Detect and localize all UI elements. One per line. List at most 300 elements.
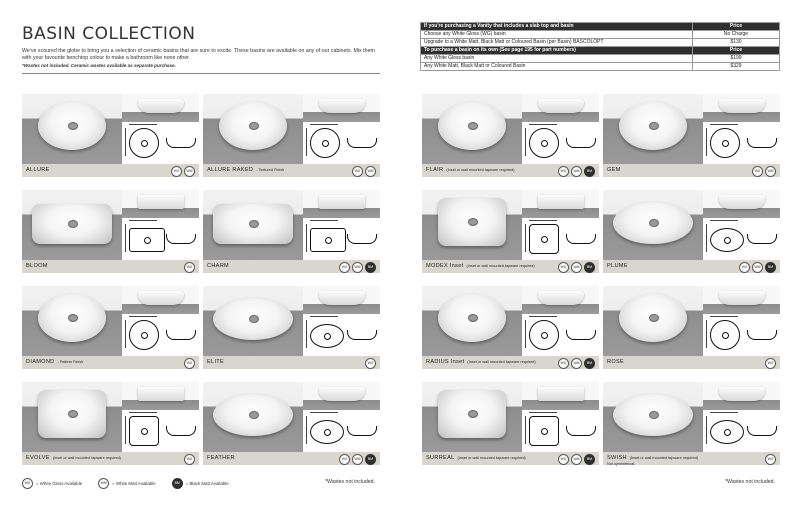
pricing-row (421, 31, 780, 39)
wm-finish-badge: WM (352, 454, 363, 465)
finish-badges (169, 166, 195, 184)
finish-badges (750, 166, 776, 184)
basin-name (607, 455, 698, 467)
basin-card (603, 190, 780, 273)
depth-dimension-line (706, 128, 707, 156)
dimension-drawing (122, 410, 199, 452)
basin-note: (Inset or wall mounted tapware required) (629, 456, 699, 460)
basin-photo (22, 94, 122, 164)
wm-finish-badge: WM (765, 166, 776, 177)
dimension-drawing (303, 410, 380, 452)
finish-badges (556, 166, 595, 184)
finish-badges (556, 358, 595, 376)
basin-card (203, 190, 380, 273)
basin-side-view (703, 190, 780, 218)
drain-icon (468, 314, 478, 322)
finish-badges (337, 262, 376, 280)
width-dimension-line (529, 412, 557, 413)
depth-dimension-line (706, 416, 707, 444)
finish-badges (350, 166, 376, 184)
pricing-row-price: $130 (693, 39, 780, 47)
wg-finish-badge: WG (765, 358, 776, 369)
side-elevation-outline (347, 234, 377, 244)
width-dimension-line (129, 412, 157, 413)
basin-name-text: ALLURE RAKED (207, 167, 254, 173)
wm-finish-badge: WM (184, 166, 195, 177)
basin-side-view (703, 286, 780, 314)
width-dimension-line (310, 316, 338, 317)
basin-side-image (538, 195, 584, 209)
basin-photo (603, 286, 703, 356)
basin-card (422, 94, 599, 177)
width-dimension-line (310, 220, 338, 221)
legend-item (98, 478, 155, 489)
basin-label-bar (22, 164, 199, 177)
depth-dimension-line (525, 224, 526, 252)
width-dimension-line (310, 412, 338, 413)
side-elevation-outline (566, 330, 596, 340)
plan-view-outline (529, 128, 559, 158)
plan-view-outline (710, 228, 744, 252)
basin-card (603, 286, 780, 369)
wg-finish-badge: WG (184, 454, 195, 465)
basin-image (613, 202, 693, 244)
dimension-drawing (122, 122, 199, 164)
plan-view-outline (310, 420, 344, 444)
width-dimension-line (529, 220, 557, 221)
basin-photo (422, 190, 522, 260)
basin-side-view (122, 286, 199, 314)
pricing-table (420, 22, 780, 71)
width-dimension-line (710, 124, 738, 125)
basin-note: (Inset or wall mounted tapware required) (52, 456, 121, 460)
drain-icon (68, 410, 78, 418)
basin-image (613, 394, 693, 436)
drain-icon (649, 314, 659, 322)
basin-name (207, 359, 224, 365)
basin-image (38, 390, 106, 438)
plan-view-outline (529, 224, 559, 254)
basin-note: - Textured Finish (256, 168, 285, 172)
dimension-drawing (522, 122, 599, 164)
pricing-header-row (421, 47, 780, 55)
basin-side-view (522, 382, 599, 410)
basin-note: (Inset or wall mounted tapware required) (457, 456, 526, 460)
plan-view-outline (310, 324, 344, 348)
basin-photo (22, 382, 122, 452)
basin-side-image (138, 291, 184, 305)
pricing-row (421, 55, 780, 63)
depth-dimension-line (706, 224, 707, 252)
basin-side-image (538, 291, 584, 305)
basin-label-bar (203, 452, 380, 465)
drain-icon (249, 122, 259, 130)
basin-label-bar (203, 356, 380, 369)
plan-view-outline (129, 228, 165, 252)
basin-side-view (303, 94, 380, 122)
width-dimension-line (529, 124, 557, 125)
basin-side-image (719, 99, 765, 113)
bm-finish-badge: BM (365, 454, 376, 465)
basin-side-view (703, 382, 780, 410)
width-dimension-line (529, 316, 557, 317)
legend-label: = Black Matt Available (185, 481, 229, 486)
side-elevation-outline (747, 426, 777, 436)
basin-photo (203, 286, 303, 356)
width-dimension-line (129, 124, 157, 125)
basin-name (426, 359, 536, 365)
bm-legend-badge: BM (172, 478, 183, 489)
bm-finish-badge: BM (584, 358, 595, 369)
plan-drain-icon (141, 140, 148, 147)
basin-label-bar (422, 164, 599, 177)
side-elevation-outline (566, 138, 596, 148)
pricing-header-row (421, 23, 780, 31)
dimension-drawing (122, 218, 199, 260)
dimension-drawing (703, 410, 780, 452)
wm-finish-badge: WM (571, 166, 582, 177)
wg-finish-badge: WG (339, 454, 350, 465)
basin-image (438, 294, 506, 342)
basin-side-view (522, 190, 599, 218)
wg-finish-badge: WG (558, 358, 569, 369)
basin-card (203, 94, 380, 177)
plan-view-outline (129, 128, 159, 158)
basin-image (219, 102, 287, 150)
dimension-drawing (122, 314, 199, 356)
basin-side-image (138, 387, 184, 401)
basin-image (38, 102, 106, 150)
page-title: BASIN COLLECTION (22, 24, 196, 44)
basin-name (607, 359, 624, 365)
plan-drain-icon (141, 428, 148, 435)
legend-item (172, 478, 229, 489)
basin-card (22, 190, 199, 273)
pricing-row-label: Choose any White Gloss (WG) basin (421, 31, 693, 39)
basin-card (603, 94, 780, 177)
finish-badges (763, 358, 776, 376)
drain-icon (68, 220, 78, 228)
basin-name-text: EVOLVE (26, 455, 50, 461)
pricing-header-price: Price (693, 23, 780, 31)
basin-photo (203, 382, 303, 452)
finish-badges (182, 262, 195, 280)
basin-name-text: ELITE (207, 359, 225, 365)
drain-icon (468, 218, 478, 226)
basin-label-bar (203, 164, 380, 177)
plan-drain-icon (724, 237, 731, 244)
basin-image (213, 204, 293, 244)
depth-dimension-line (306, 320, 307, 348)
wm-finish-badge: WM (571, 454, 582, 465)
basin-side-image (538, 99, 584, 113)
basin-side-view (703, 94, 780, 122)
basin-photo (22, 286, 122, 356)
basin-name (207, 455, 235, 461)
basin-side-image (138, 99, 184, 113)
dimension-drawing (303, 122, 380, 164)
plan-drain-icon (141, 332, 148, 339)
bm-finish-badge: BM (584, 454, 595, 465)
pricing-header-vanity: If you're purchasing a Vanity that includes a slab top and basin (421, 23, 693, 31)
basin-side-view (522, 286, 599, 314)
basin-side-image (719, 291, 765, 305)
wg-finish-badge: WG (558, 262, 569, 273)
basin-name (607, 263, 628, 269)
basin-side-image (319, 99, 365, 113)
basin-card (203, 286, 380, 369)
wg-finish-badge: WG (171, 166, 182, 177)
basin-photo (422, 94, 522, 164)
basin-label-bar (203, 260, 380, 273)
finish-badges (337, 454, 376, 472)
basin-image (438, 390, 506, 438)
depth-dimension-line (525, 416, 526, 444)
basin-side-view (122, 382, 199, 410)
wg-finish-badge: WG (558, 454, 569, 465)
badge-legend (22, 478, 245, 489)
drain-icon (468, 122, 478, 130)
wg-finish-badge: WG (339, 262, 350, 273)
basin-side-image (538, 387, 584, 401)
side-elevation-outline (566, 426, 596, 436)
basin-card (422, 190, 599, 273)
basin-name-text: RADIUS Inset (426, 359, 465, 365)
basin-photo (422, 286, 522, 356)
width-dimension-line (129, 316, 157, 317)
plan-drain-icon (541, 236, 548, 243)
basin-note: (Inset or wall mounted tapware required) (446, 168, 515, 172)
plan-view-outline (710, 128, 740, 158)
pricing-header-price: Price (693, 47, 780, 55)
depth-dimension-line (306, 128, 307, 156)
basin-image (438, 102, 506, 150)
plan-drain-icon (322, 140, 329, 147)
basin-side-view (122, 190, 199, 218)
pricing-row (421, 39, 780, 47)
depth-dimension-line (306, 224, 307, 252)
plan-view-outline (529, 416, 559, 446)
depth-dimension-line (525, 320, 526, 348)
basin-label-bar (422, 452, 599, 465)
basin-card (203, 382, 380, 465)
basin-side-view (522, 94, 599, 122)
basin-label-bar (603, 452, 780, 465)
basin-name (26, 167, 50, 173)
dimension-drawing (703, 314, 780, 356)
basin-name-text: SURREAL (426, 455, 455, 461)
plan-drain-icon (724, 429, 731, 436)
basin-image (213, 298, 293, 340)
plan-view-outline (710, 420, 744, 444)
plan-view-outline (310, 128, 340, 158)
basin-label-bar (22, 452, 199, 465)
plan-view-outline (710, 320, 740, 350)
wg-finish-badge: WG (752, 166, 763, 177)
basin-name-text: SWISH (607, 455, 627, 461)
legend-label: = White Matt Available (112, 481, 156, 486)
basin-label-bar (603, 260, 780, 273)
wastes-footnote-right: *Wastes not included. (725, 479, 775, 485)
side-elevation-outline (347, 330, 377, 340)
wg-finish-badge: WG (352, 166, 363, 177)
side-elevation-outline (166, 138, 196, 148)
wg-finish-badge: WG (765, 454, 776, 465)
basin-image (213, 394, 293, 436)
finish-badges (182, 454, 195, 472)
plan-drain-icon (325, 237, 332, 244)
drain-icon (468, 410, 478, 418)
finish-badges (556, 454, 595, 472)
drain-icon (249, 220, 259, 228)
basin-side-image (719, 195, 765, 209)
wm-finish-badge: WM (571, 358, 582, 369)
finish-badges (763, 454, 776, 472)
depth-dimension-line (706, 320, 707, 348)
wg-finish-badge: WG (184, 358, 195, 369)
depth-dimension-line (306, 416, 307, 444)
dimension-drawing (522, 314, 599, 356)
basin-name (607, 167, 621, 173)
basin-note-2: Not symmetrical. (607, 462, 636, 466)
plan-view-outline (529, 320, 559, 350)
basin-side-image (719, 387, 765, 401)
dimension-drawing (703, 122, 780, 164)
dimension-drawing (522, 218, 599, 260)
basin-name (426, 263, 535, 269)
basin-name (26, 263, 48, 269)
intro-note: *Wastes not included. Ceramic wastes available as separate purchase. (22, 63, 176, 68)
basin-label-bar (603, 356, 780, 369)
basin-name-text: FLAIR (426, 167, 444, 173)
plan-drain-icon (324, 429, 331, 436)
legend-item (22, 478, 82, 489)
dimension-drawing (303, 314, 380, 356)
plan-drain-icon (541, 332, 548, 339)
legend-label: = White Gloss Available (36, 481, 83, 486)
width-dimension-line (129, 220, 157, 221)
basin-label-bar (603, 164, 780, 177)
basin-side-view (303, 382, 380, 410)
side-elevation-outline (747, 330, 777, 340)
pricing-row (421, 63, 780, 71)
basin-card (422, 286, 599, 369)
basin-side-image (138, 195, 184, 209)
wm-finish-badge: WM (752, 262, 763, 273)
side-elevation-outline (166, 426, 196, 436)
plan-view-outline (310, 228, 346, 252)
basin-card (22, 94, 199, 177)
basin-photo (603, 190, 703, 260)
plan-drain-icon (541, 428, 548, 435)
basin-image (619, 102, 687, 150)
intro-text (22, 48, 380, 70)
pricing-row-label: Upgrade to a White Matt, Black Matt or Coloured Basin (per Basin) BASCOLOPT (421, 39, 693, 47)
right-page (400, 0, 800, 524)
basin-photo (203, 94, 303, 164)
plan-view-outline (129, 416, 159, 446)
bm-finish-badge: BM (584, 166, 595, 177)
basin-photo (203, 190, 303, 260)
basin-note: (Inset or wall mounted tapware required) (466, 264, 535, 268)
depth-dimension-line (125, 320, 126, 348)
basin-name (207, 167, 284, 173)
wg-finish-badge: WG (558, 166, 569, 177)
finish-badges (182, 358, 195, 376)
basin-image (438, 198, 506, 246)
pricing-header-own: To purchase a basin on its own (See page 195 for part numbers) (421, 47, 693, 55)
wg-finish-badge: WG (739, 262, 750, 273)
basin-name (426, 167, 515, 173)
basin-name-text: ALLURE (26, 167, 50, 173)
plan-view-outline (129, 320, 159, 350)
side-elevation-outline (747, 138, 777, 148)
side-elevation-outline (566, 234, 596, 244)
wg-legend-badge: WG (22, 478, 33, 489)
bm-finish-badge: BM (365, 262, 376, 273)
basin-image (619, 294, 687, 342)
basin-side-image (319, 291, 365, 305)
wm-finish-badge: WM (352, 262, 363, 273)
pricing-row-label: Any White Gloss basin (421, 55, 693, 63)
side-elevation-outline (166, 330, 196, 340)
drain-icon (649, 219, 659, 227)
pricing-row-label: Any White Matt, Black Matt or Coloured Basin (421, 63, 693, 71)
basin-name-text: ROSE (607, 359, 625, 365)
width-dimension-line (710, 316, 738, 317)
drain-icon (649, 411, 659, 419)
basin-side-view (122, 94, 199, 122)
basin-name-text: BLOOM (26, 263, 48, 269)
basin-photo (603, 382, 703, 452)
basin-side-image (319, 195, 365, 209)
wm-legend-badge: WM (98, 478, 109, 489)
depth-dimension-line (125, 416, 126, 444)
pricing-row-price: $199 (693, 55, 780, 63)
drain-icon (68, 314, 78, 322)
title-divider (22, 73, 380, 74)
dimension-drawing (703, 218, 780, 260)
basin-image (32, 204, 112, 244)
width-dimension-line (310, 124, 338, 125)
side-elevation-outline (347, 138, 377, 148)
drain-icon (68, 122, 78, 130)
depth-dimension-line (125, 224, 126, 252)
basin-label-bar (422, 260, 599, 273)
depth-dimension-line (525, 128, 526, 156)
basin-note: - Pattern Finish (57, 360, 84, 364)
bm-finish-badge: BM (584, 262, 595, 273)
drain-icon (249, 315, 259, 323)
basin-name-text: FEATHER (207, 455, 235, 461)
basin-side-image (319, 387, 365, 401)
basin-name (26, 359, 83, 365)
basin-photo (603, 94, 703, 164)
basin-image (38, 294, 106, 342)
basin-label-bar (22, 356, 199, 369)
side-elevation-outline (347, 426, 377, 436)
basin-card (603, 382, 780, 465)
width-dimension-line (710, 412, 738, 413)
basin-note: (Inset or wall mounted tapware required) (467, 360, 536, 364)
side-elevation-outline (747, 234, 777, 244)
drain-icon (249, 411, 259, 419)
plan-drain-icon (324, 333, 331, 340)
wastes-footnote-left: *Wastes not included. (325, 479, 375, 485)
finish-badges (556, 262, 595, 280)
wm-finish-badge: WM (571, 262, 582, 273)
dimension-drawing (522, 410, 599, 452)
